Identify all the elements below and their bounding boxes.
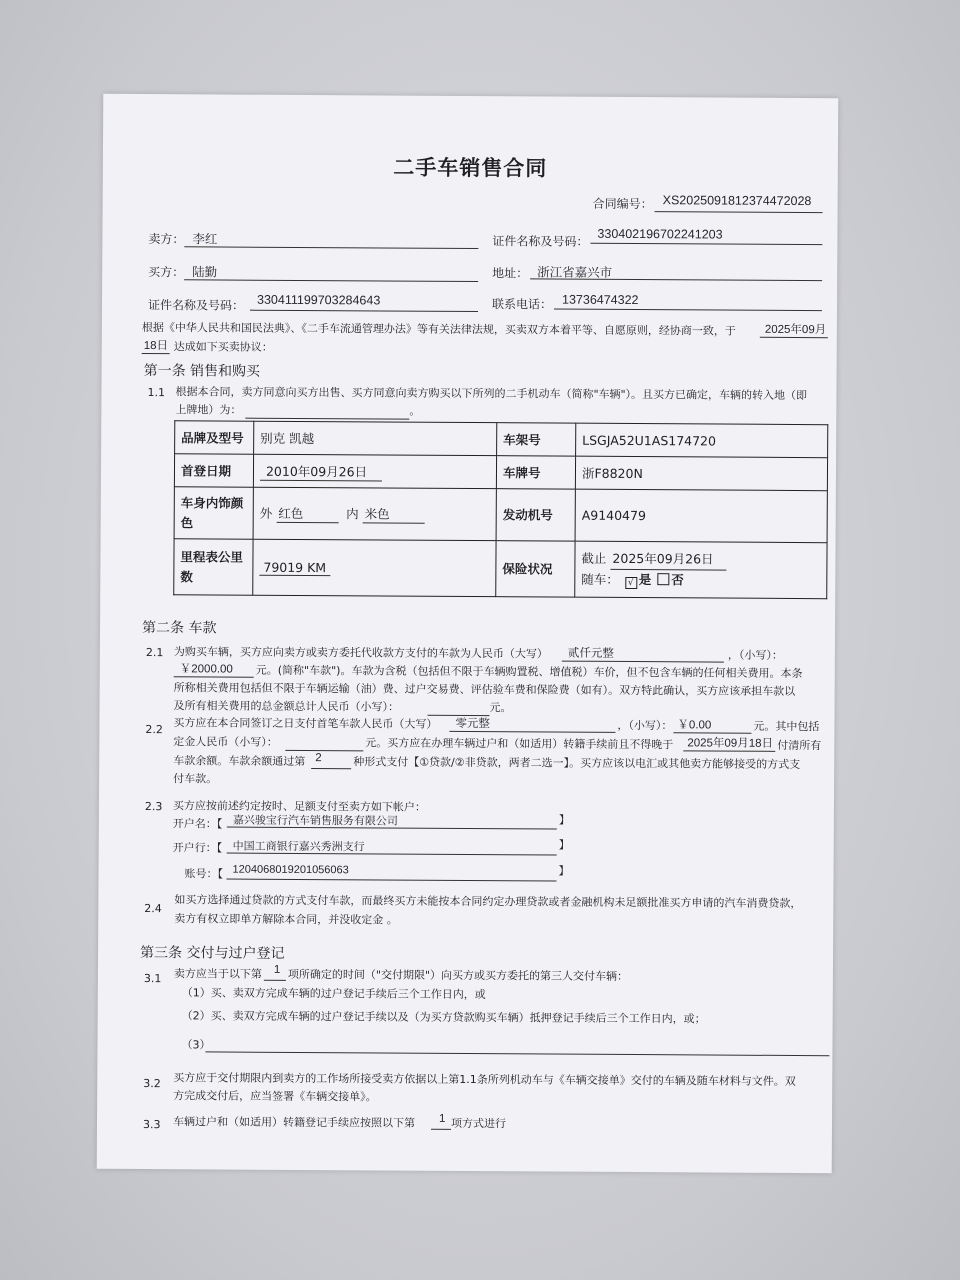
preamble-date-line — [760, 336, 828, 338]
plate-label: 车牌号 — [496, 456, 575, 489]
clause-2-1-number: 2.1 — [145, 646, 164, 660]
account-bank-bracket: 】 — [558, 838, 570, 852]
insurance-no-label: 否 — [671, 572, 684, 588]
brand-value: 别克 凯越 — [254, 421, 497, 455]
clause-2-1-line2: 元。(简称"车款")。车款为含税（包括但不限于车辆购置税、增值税）车价，但不包含车辆的任何相关费用。本条 — [255, 663, 803, 681]
mileage-label-cell — [174, 539, 253, 595]
mileage-label-1: 里程表公里 — [180, 548, 244, 565]
clause-2-1-line1a: 为购买车辆，买方应向卖方或卖方委托代收款方支付的车款为人民币（大写） — [173, 645, 548, 661]
clause-3-1-option2: （2）买、卖双方完成车辆的过户登记手续以及（为买方贷款购买车辆）抵押登记手续后三个工作日内，或； — [181, 1009, 706, 1026]
seller-id-line — [590, 242, 822, 245]
clause-2-4-number: 2.4 — [144, 902, 162, 916]
preamble-date1: 2025年09月 — [764, 323, 827, 337]
first-payment-words-line — [449, 730, 615, 733]
mileage-value: 79019 KM — [259, 559, 330, 575]
clause-2-2-line1a: 买方应在本合同签订之日支付首笔车款人民币（大写） — [173, 716, 438, 731]
clause-3-1-option3: （3） — [181, 1038, 211, 1052]
article2-heading: 第二条 车款 — [141, 620, 217, 637]
exterior-color: 红色 — [276, 504, 338, 523]
clause-1-1-end: 。 — [409, 404, 421, 418]
clause-2-2-line2c: 付清所有 — [777, 738, 822, 753]
seller-id-label: 证件名称及号码： — [492, 234, 589, 249]
phone-line — [554, 308, 822, 312]
buyer-name: 陆勤 — [192, 265, 218, 280]
buyer-line — [184, 278, 478, 282]
account-bank: 中国工商银行嘉兴秀洲支行 — [232, 840, 365, 854]
account-name-label: 开户名：【 — [172, 817, 223, 831]
first-payment-amount-line — [673, 731, 751, 733]
clause-2-2-line3a: 车款余额。车款余额通过第 — [173, 754, 306, 769]
clause-2-3-line1: 买方应按前述约定按时、足额支付至卖方如下帐户： — [172, 799, 426, 814]
delivery-item-number: 1 — [273, 963, 281, 976]
seller-line — [184, 245, 478, 249]
insurance-until-label: 截止 — [581, 550, 607, 566]
clause-3-1-option3-line — [205, 1050, 829, 1056]
document-title: 二手车销售合同 — [393, 155, 548, 181]
clause-3-3-line1b: 项方式进行 — [450, 1116, 507, 1131]
clause-2-4-line2: 卖方有权立即单方解除本合同，并没收定金 。 — [174, 912, 398, 927]
preamble-line2: 达成如下买卖协议： — [173, 340, 273, 354]
clause-2-2-line3b: 种形式支付【①贷款/②非贷款，两者二选一】。买方应该以电汇或其他卖方能够接受的方式支 — [353, 755, 801, 772]
clause-1-1-number: 1.1 — [147, 386, 166, 400]
phone-value: 13736474322 — [561, 292, 639, 308]
account-name: 嘉兴骏宝行汽车销售服务有限公司 — [232, 814, 398, 828]
interior-label: 内 — [346, 506, 359, 522]
price-amount: ￥2000.00 — [179, 663, 233, 676]
account-number-line — [226, 878, 556, 882]
insurance-no-checkbox[interactable] — [657, 573, 669, 585]
contract-no-label: 合同编号： — [592, 196, 653, 212]
mileage-label-2: 数 — [180, 568, 193, 584]
clause-2-3-number: 2.3 — [144, 800, 163, 814]
clause-2-2-line1c: 元。其中包括 — [753, 719, 820, 734]
clause-2-1-line1b: ，（小写）： — [727, 648, 783, 662]
balance-deadline-line — [683, 749, 775, 752]
seller-name: 李红 — [192, 232, 218, 247]
seller-id-value: 330402196702241203 — [597, 226, 723, 242]
first-payment-words: 零元整 — [455, 717, 490, 731]
contract-sheet — [97, 94, 839, 1173]
color-label-cell — [174, 487, 253, 539]
contract-no-line — [655, 210, 823, 213]
clause-2-1-line4b: 元。 — [489, 701, 512, 715]
clause-3-1-line1a: 卖方应当于以下第 — [173, 967, 262, 981]
account-no-label: 账号：【 — [184, 867, 224, 881]
reg-date-cell — [253, 454, 496, 488]
engine-value: A9140479 — [575, 489, 827, 543]
insurance-cell — [575, 541, 827, 599]
exterior-label: 外 — [259, 505, 273, 521]
insurance-yes-label: 是 — [638, 572, 652, 588]
price-in-words: 贰仟元整 — [567, 647, 614, 660]
clause-2-2-line2a: 定金人民币（小写）： — [173, 735, 278, 749]
insurance-with-label: 随车： — [581, 571, 619, 587]
clause-1-1-line1: 根据本合同，卖方同意向买方出售、买方同意向卖方购买以下所列的二手机动车（简称"车辆"）。且买方已确定，车辆的转入地（即 — [175, 385, 808, 403]
color-cell — [253, 487, 496, 540]
insurance-with-row — [581, 570, 820, 591]
clause-3-2-line2: 方完成交付后，应当签署《车辆交接单》。 — [173, 1089, 377, 1104]
mileage-cell — [253, 539, 496, 596]
clause-3-1-line1b: 项所确定的时间（"交付期限"）向买方或买方委托的第三人交付车辆： — [287, 967, 629, 983]
clause-2-1-line4a: 及所有相关费用的总金额总计人民币（小写）： — [173, 699, 400, 714]
color-label-1: 车身内饰颜 — [180, 494, 244, 511]
registration-place-line — [245, 417, 409, 420]
delivery-item-line — [264, 979, 286, 981]
address-label: 地址： — [492, 266, 529, 281]
first-payment-amount: ￥0.00 — [677, 719, 712, 732]
buyer-label: 买方： — [148, 265, 185, 280]
account-number: 1204068019201056063 — [232, 863, 349, 877]
clause-2-1-line3: 所称相关费用包括但不限于车辆运输（油）费、过户交易费、评估验车费和保险费（如有）。双方特此确认，买方应该承担车款以 — [173, 681, 796, 699]
payment-method-line — [311, 767, 351, 769]
clause-3-3-number: 3.3 — [142, 1118, 161, 1132]
account-bank-line — [227, 852, 557, 856]
account-name-line — [227, 826, 557, 830]
payment-method: 2 — [315, 752, 322, 765]
clause-3-2-line1: 买方应于交付期限内到卖方的工作场所接受卖方依据以上第1.1条所列机动车与《车辆交接单》交付的车辆及随车材料与文件。双 — [173, 1071, 796, 1089]
color-label-2: 色 — [180, 514, 194, 530]
clause-2-2-line4: 付车款。 — [173, 772, 218, 786]
interior-color: 米色 — [363, 504, 425, 523]
article1-heading: 第一条 销售和购买 — [143, 363, 261, 380]
clause-2-4-line1: 如买方选择通过贷款的方式支付车款，而最终买方未能按本合同约定办理贷款或者金融机构未足额批准买方申请的汽车消费贷款， — [174, 893, 802, 911]
price-amount-line — [174, 675, 254, 677]
balance-deadline: 2025年09月18日 — [687, 737, 774, 750]
reg-date-value: 2010年09月26日 — [260, 461, 382, 481]
clause-3-3-line1a: 车辆过户和（如适用）转籍登记手续应按照以下第 — [172, 1115, 416, 1130]
preamble-date2: 18日 — [143, 340, 169, 353]
price-in-words-line — [562, 660, 724, 663]
brand-label: 品牌及型号 — [175, 421, 254, 454]
seller-label: 卖方： — [148, 232, 185, 247]
account-no-bracket: 】 — [558, 864, 570, 878]
plate-value: 浙F8820N — [575, 456, 827, 491]
buyer-id-line — [250, 309, 478, 312]
vehicle-info-table — [173, 420, 828, 599]
clause-2-2-number: 2.2 — [145, 723, 163, 737]
buyer-id-label: 证件名称及号码： — [147, 298, 245, 313]
insurance-until-row — [581, 549, 820, 571]
reg-date-label: 首登日期 — [174, 454, 253, 487]
preamble-line1: 根据《中华人民共和国民法典》、《二手车流通管理办法》等有关法律法规，买卖双方本着平等、自愿原则，经协商一致，于 — [141, 321, 736, 338]
phone-label: 联系电话： — [491, 297, 553, 312]
account-bank-label: 开户行：【 — [172, 841, 223, 855]
transfer-item-line — [431, 1128, 451, 1130]
insurance-until-date: 2025年09月26日 — [610, 549, 726, 571]
account-name-bracket: 】 — [558, 813, 570, 827]
address-value: 浙江省嘉兴市 — [537, 265, 613, 280]
clause-2-2-line2b: 元。买方应在办理车辆过户和（如适用）转籍手续前且不得晚于 — [365, 736, 674, 752]
clause-2-2-line1b: ，（小写）： — [617, 718, 673, 733]
contract-no-value: XS2025091812374472028 — [662, 193, 812, 209]
vin-value: LSGJA52U1AS174720 — [576, 423, 828, 458]
buyer-id-value: 330411199703284643 — [256, 292, 381, 308]
preamble-date2-line — [142, 352, 170, 354]
clause-3-2-number: 3.2 — [143, 1077, 161, 1091]
clause-3-1-number: 3.1 — [143, 972, 162, 986]
insurance-label: 保险状况 — [496, 541, 575, 597]
engine-label: 发动机号 — [496, 489, 575, 541]
insurance-yes-checkbox[interactable]: √ — [625, 577, 637, 589]
deposit-amount-line — [285, 749, 363, 751]
clause-1-1-line2: 上牌地）为： — [175, 403, 242, 417]
transfer-item-number: 1 — [438, 1112, 446, 1125]
vin-label: 车架号 — [497, 423, 576, 456]
clause-3-1-option1: （1）买、卖双方完成车辆的过户登记手续后三个工作日内，或 — [181, 986, 486, 1002]
article3-heading: 第三条 交付与过户登记 — [139, 945, 285, 962]
